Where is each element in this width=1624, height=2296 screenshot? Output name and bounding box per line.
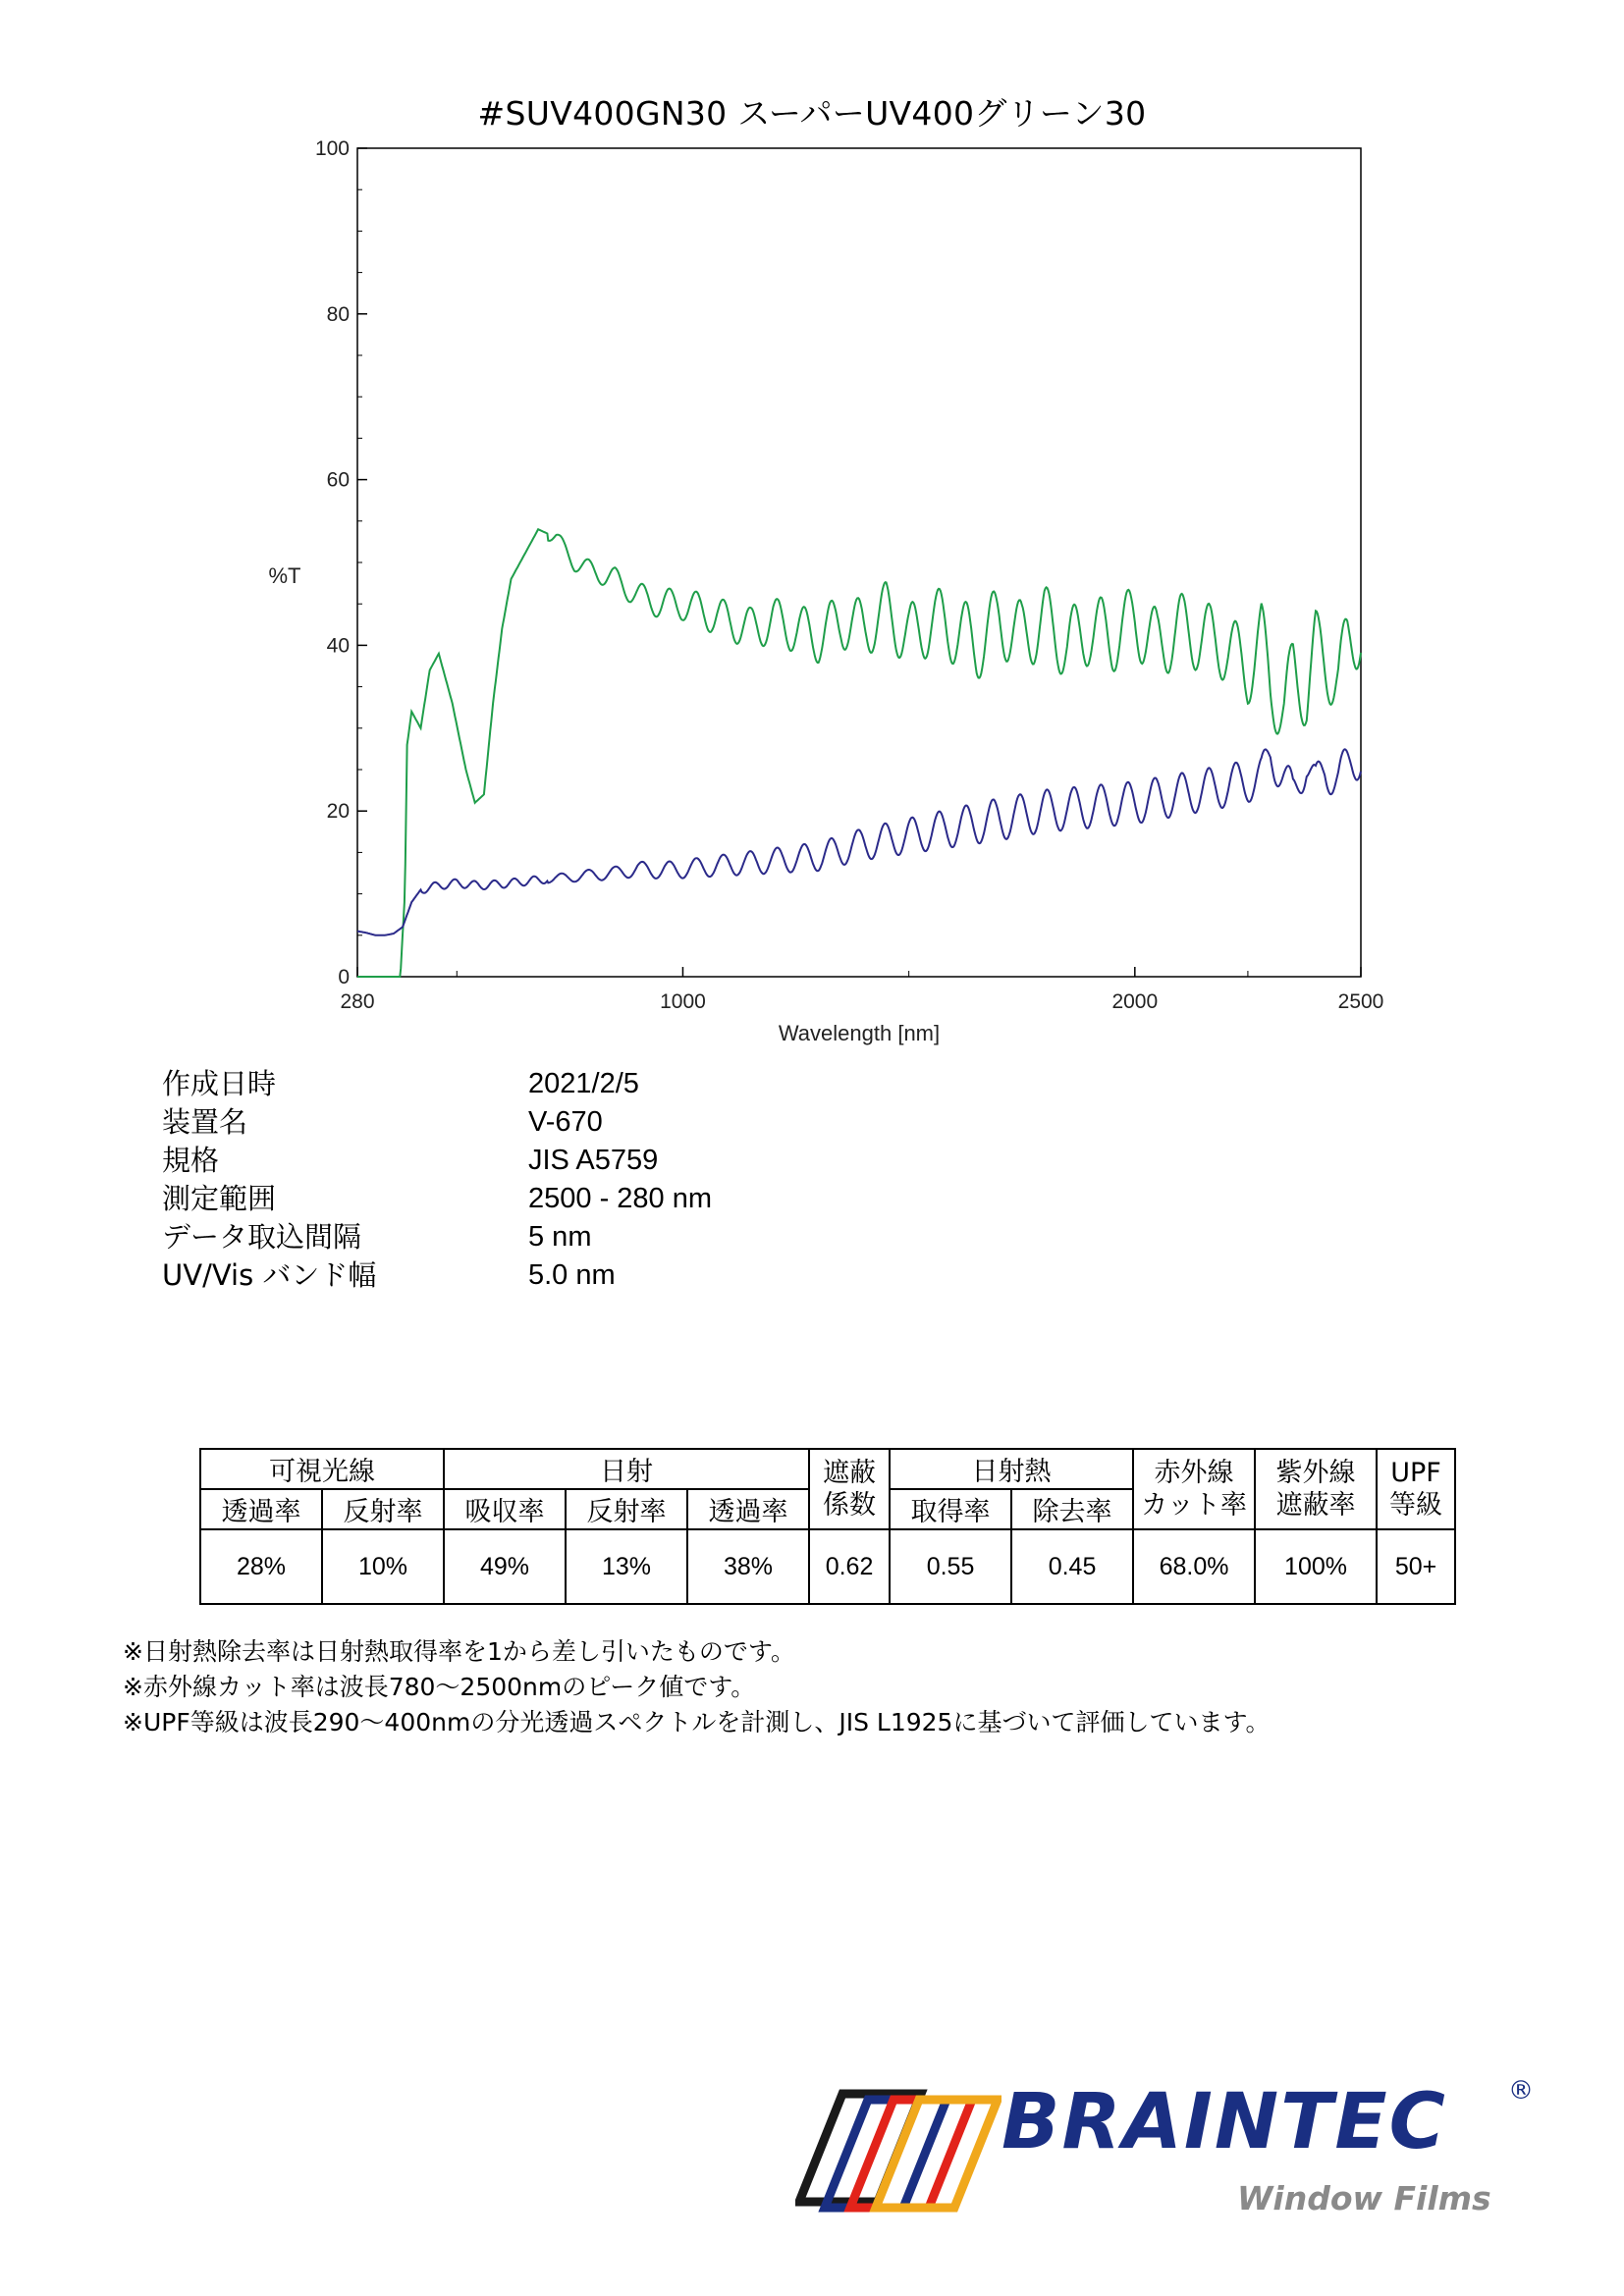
spec-key: UV/Vis バンド幅 [162,1258,377,1292]
header-visible-light: 可視光線 [200,1449,444,1489]
spec-row [162,1180,712,1218]
transmittance-chart [0,0,1624,1060]
value-cell: 68.0% [1133,1529,1255,1604]
transmittance-line-blue [357,749,1361,935]
spec-value: 2021/2/5 [528,1068,639,1099]
subheader-cell: 透過率 [200,1489,322,1529]
spec-key: 測定範囲 [162,1182,277,1215]
spec-key: 作成日時 [162,1067,277,1100]
chart-title: #SUV400GN30 スーパーUV400グリーン30 [477,94,1147,133]
spec-row [162,1142,712,1180]
header-shading-coefficient [809,1449,890,1529]
x-tick-label: 2000 [1111,990,1159,1013]
x-tick-label: 2500 [1337,990,1384,1013]
header-uv-block [1255,1449,1377,1529]
value-cell: 13% [566,1529,687,1604]
y-tick-label: 20 [326,800,350,824]
subheader-cell: 反射率 [566,1489,687,1529]
subheader-cell: 取得率 [890,1489,1011,1529]
subheader-cell: 透過率 [687,1489,809,1529]
spec-value: 5 nm [528,1221,592,1253]
logo-mark-icon [795,2086,1001,2214]
spec-row [162,1065,712,1103]
y-tick-label: 80 [326,302,350,326]
y-tick-label: 0 [338,966,350,988]
transmittance-line-green [357,529,1361,977]
value-cell: 49% [444,1529,566,1604]
header-line: カット率 [1141,1490,1247,1521]
x-tick-label: 280 [340,990,375,1013]
footnote: ※日射熱除去率は日射熱取得率を1から差し引いたものです。 [123,1637,795,1666]
header-line: 赤外線 [1154,1458,1234,1488]
value-cell: 0.45 [1011,1529,1133,1604]
spec-value: V-670 [528,1106,603,1138]
subheader-cell: 反射率 [322,1489,444,1529]
footnotes [123,1634,1270,1740]
spec-key: データ取込間隔 [162,1220,362,1254]
logo-tagline: Window Films [1237,2179,1491,2217]
spec-value: JIS A5759 [528,1145,659,1176]
performance-table [199,1448,1456,1605]
y-tick-label: 40 [326,634,350,658]
footnote: ※UPF等級は波長290～400nmの分光透過スペクトルを計測し、JIS L1925に基づいて評価しています。 [123,1708,1271,1736]
spec-row [162,1256,712,1295]
value-cell: 38% [687,1529,809,1604]
spec-value: 5.0 nm [528,1259,616,1291]
logo-wordmark: BRAINTEC [1001,2078,1447,2166]
header-line: 遮蔽率 [1275,1490,1356,1521]
y-tick-label: 60 [326,468,350,492]
value-cell: 50+ [1377,1529,1455,1604]
value-cell: 28% [200,1529,322,1604]
header-line: 紫外線 [1275,1458,1356,1488]
subheader-cell: 除去率 [1011,1489,1133,1529]
header-upf [1377,1449,1455,1529]
spec-key: 装置名 [162,1105,248,1139]
header-line: 遮蔽 [823,1458,877,1488]
x-tick-label: 1000 [660,990,706,1013]
x-axis-label: Wavelength [nm] [778,1021,941,1045]
header-line: UPF [1390,1458,1441,1488]
registered-mark: ® [1508,2076,1534,2106]
y-axis-label: %T [268,563,301,588]
footnote: ※赤外線カット率は波長780～2500nmのピーク値です。 [123,1673,756,1701]
value-cell: 100% [1255,1529,1377,1604]
header-solar-heat: 日射熱 [890,1449,1133,1489]
y-tick-label: 100 [314,137,350,160]
header-solar: 日射 [444,1449,809,1489]
spec-row [162,1103,712,1142]
value-cell: 10% [322,1529,444,1604]
plot-frame [357,148,1361,977]
header-line: 係数 [823,1490,877,1521]
spec-key: 規格 [162,1144,220,1177]
header-ir-cut [1133,1449,1255,1529]
spec-value: 2500 - 280 nm [528,1183,713,1214]
value-cell: 0.62 [809,1529,890,1604]
subheader-cell: 吸収率 [444,1489,566,1529]
value-cell: 0.55 [890,1529,1011,1604]
measurement-spec-list [162,1065,712,1295]
spec-row [162,1218,712,1256]
header-line: 等級 [1389,1490,1443,1521]
braintec-logo [795,2076,1542,2243]
